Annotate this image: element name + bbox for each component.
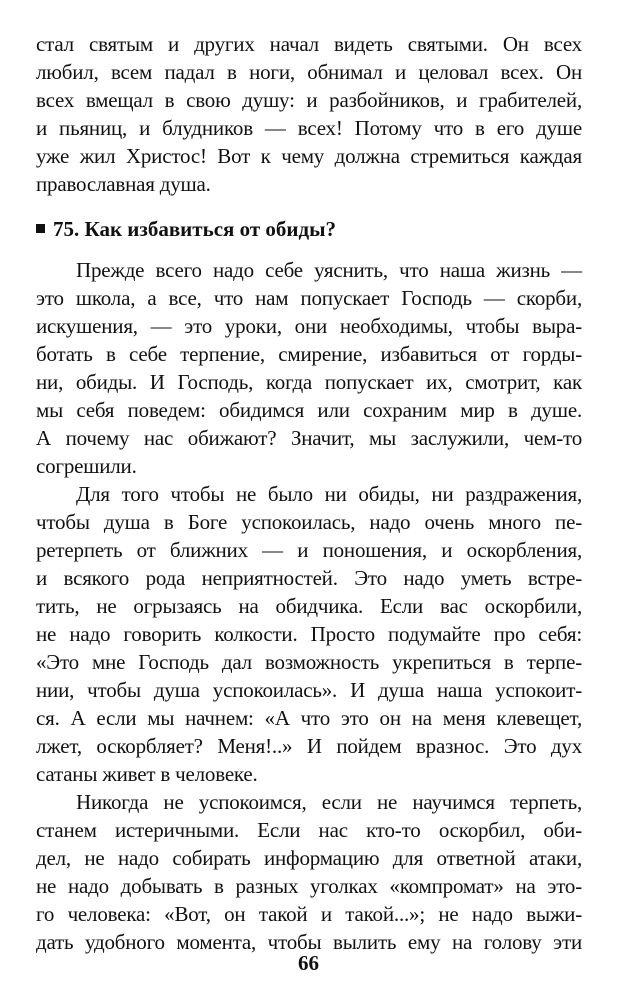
text-line: согрешили. (36, 454, 137, 478)
text-line: Для того чтобы не было ни обиды, ни раздражения, (76, 482, 582, 506)
text-line: ретерпеть от ближних — и поношения, и оскорбления, (36, 538, 582, 562)
text-line: ся. А если мы начнем: «А что это он на меня клевещет, (36, 706, 582, 730)
text-line: лжет, оскорбляет? Меня!..» И пойдем вразнос. Это дух (36, 734, 582, 758)
text-line: любил, всем падал в ноги, обнимал и целовал всех. Он (36, 60, 582, 84)
text-line: искушения, — это уроки, они необходимы, чтобы выра- (36, 314, 582, 338)
text-line: и всякого рода неприятностей. Это надо уметь встре- (36, 566, 582, 590)
text-line: и пьяниц, и блудников — всех! Потому что в его душе (36, 116, 582, 140)
text-line: Прежде всего надо себе уяснить, что наша жизнь — (76, 258, 582, 282)
page-number: 66 (298, 951, 319, 975)
text-line: нии, чтобы душа успокоилась». И душа наша успокоит- (36, 678, 582, 702)
text-line: дел, не надо собирать информацию для ответной атаки, (36, 846, 582, 870)
text-line: чтобы душа в Боге успокоилась, надо очень много пе- (36, 510, 582, 534)
text-line: тить, не огрызаясь на обидчика. Если вас оскорбили, (36, 594, 582, 618)
section-heading-text: 75. Как избавиться от обиды? (53, 217, 337, 241)
square-bullet-icon (36, 224, 45, 233)
text-line: ботать в себе терпение, смирение, избавиться от горды- (36, 342, 582, 366)
text-line: уже жил Христос! Вот к чему должна стремиться каждая (36, 144, 582, 168)
text-line: ни, обиды. И Господь, когда попускает их, смотрит, как (36, 370, 582, 394)
text-line: А почему нас обижают? Значит, мы заслужили, чем-то (36, 426, 582, 450)
section-heading (36, 215, 582, 243)
text-line: «Это мне Господь дал возможность укрепиться в терпе- (36, 650, 582, 674)
text-line: всех вмещал в свою душу: и разбойников, и грабителей, (36, 88, 582, 112)
text-line: дать удобного момента, чтобы вылить ему на голову эти (36, 930, 582, 954)
text-line: станем истеричными. Если нас кто-то оскорбил, оби- (36, 818, 582, 842)
text-line: го человека: «Вот, он такой и такой...»; не надо выжи- (36, 902, 582, 926)
text-line: Никогда не успокоимся, если не научимся терпеть, (76, 790, 582, 814)
text-line: не надо говорить колкости. Просто подумайте про себя: (36, 622, 582, 646)
text-line: не надо добывать в разных уголках «компромат» на это- (36, 874, 582, 898)
text-line: это школа, а все, что нам попускает Господь — скорби, (36, 286, 582, 310)
text-line: сатаны живет в человеке. (36, 762, 258, 786)
text-line: мы себя поведем: обидимся или сохраним мир в душе. (36, 398, 582, 422)
text-line: стал святым и других начал видеть святыми. Он всех (36, 32, 582, 56)
text-line: православная душа. (36, 172, 211, 196)
